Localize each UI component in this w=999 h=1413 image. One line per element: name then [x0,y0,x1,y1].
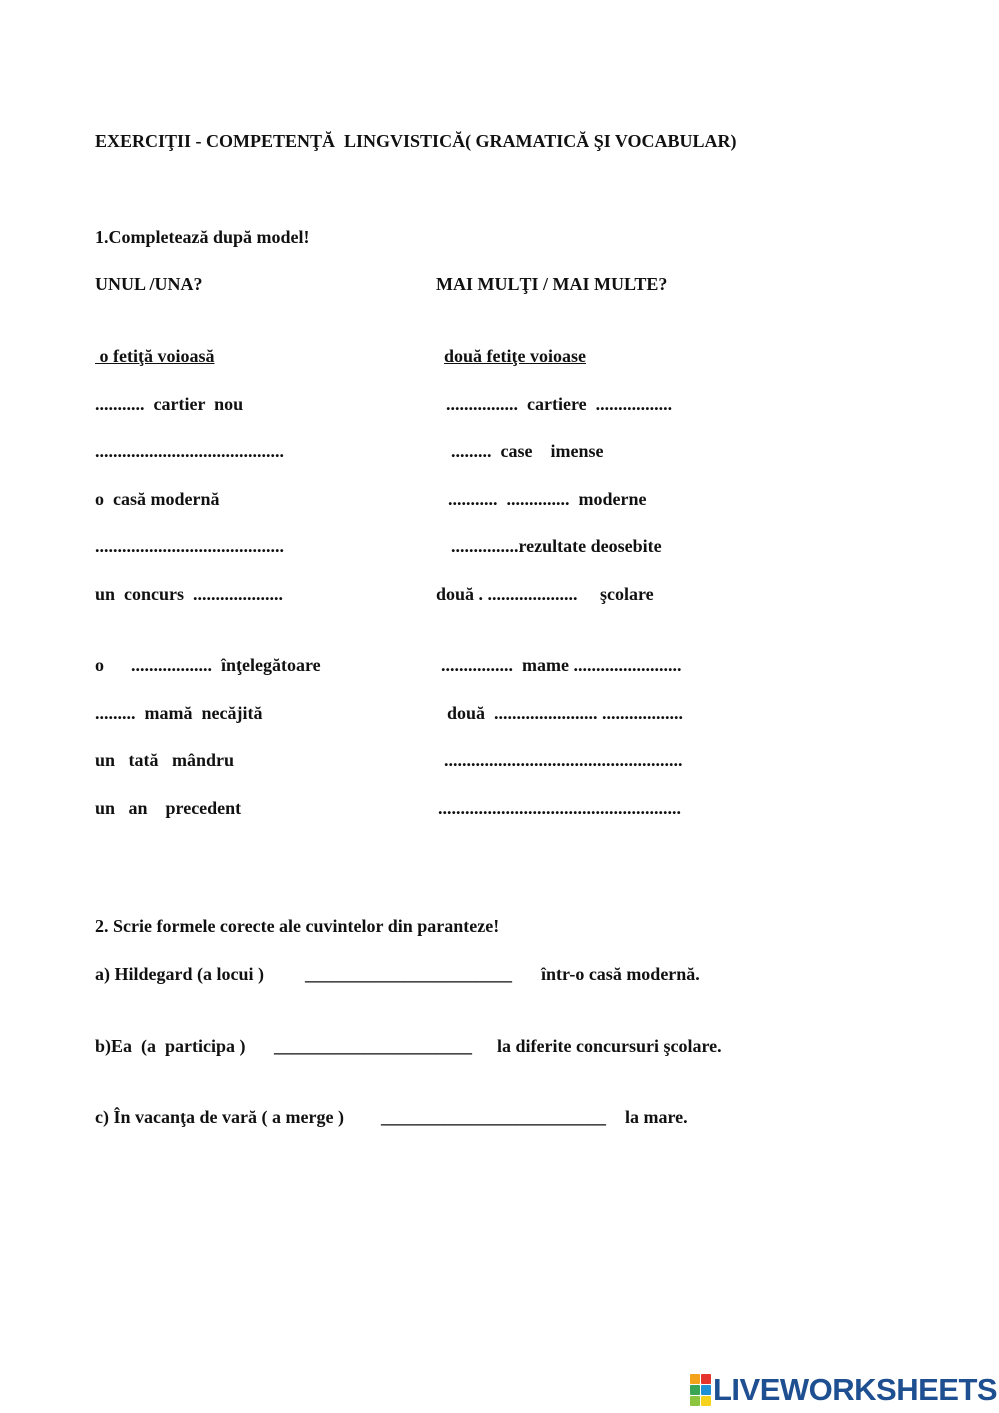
title: EXERCIŢII - COMPETENŢĂ LINGVISTICĂ( GRAMATICĂ ŞI VOCABULAR) [95,131,737,151]
row-1-left: ........... cartier nou [95,394,244,414]
example-right: două fetiţe voioase [444,346,586,366]
row-7-right: două ....................... .................. [447,703,684,723]
logo-block [690,1374,700,1384]
row-5-left: un concurs .................... [95,584,284,604]
exercise1-instruction: 1.Completează după model! [95,227,310,247]
row-3-left: o casă modernă [95,489,220,509]
item-c-rest: la mare. [625,1107,688,1127]
item-b-rest: la diferite concursuri şcolare. [497,1036,722,1056]
row-8-right: ..................................................... [444,750,683,770]
item-a-rest: într-o casă modernă. [541,964,700,984]
row-1-right: ................ cartiere ................. [446,394,673,414]
row-2-left: .......................................... [95,441,284,461]
example-left: o fetiţă voioasă [95,346,215,366]
logo-block [701,1385,711,1395]
row-9-left: un an precedent [95,798,242,818]
row-2-right: ......... case imense [451,441,604,461]
column-left-header: UNUL /UNA? [95,274,203,294]
logo-text: LIVEWORKSHEETS [713,1372,998,1407]
logo-block [701,1396,711,1406]
column-right-header: MAI MULŢI / MAI MULTE? [436,274,668,294]
row-6-left: o .................. înţelegătoare [95,655,321,675]
row-6-right: ................ mame ........................ [441,655,682,675]
row-4-left: .......................................... [95,536,284,556]
item-c-prompt: c) În vacanţa de vară ( a merge ) [95,1107,344,1127]
row-9-right: ...................................................... [438,798,681,818]
item-c-answer-blank[interactable]: _________________________ [381,1107,606,1127]
liveworksheets-logo[interactable] [690,1373,997,1407]
row-3-right: ........... .............. moderne [448,489,647,509]
row-4-right: ...............rezultate deosebite [451,536,662,556]
row-7-left: ......... mamă necăjită [95,703,263,723]
logo-block [690,1396,700,1406]
item-a-prompt: a) Hildegard (a locui ) [95,964,264,984]
exercise2-instruction: 2. Scrie formele corecte ale cuvintelor din paranteze! [95,916,500,936]
item-a-answer-blank[interactable]: _______________________ [305,964,512,984]
row-8-left: un tată mândru [95,750,235,770]
logo-block [690,1385,700,1395]
logo-blocks-icon [690,1374,711,1406]
logo-block [701,1374,711,1384]
row-5-right: două . .................... şcolare [436,584,654,604]
item-b-answer-blank[interactable]: ______________________ [274,1036,472,1056]
item-b-prompt: b)Ea (a participa ) [95,1036,246,1056]
